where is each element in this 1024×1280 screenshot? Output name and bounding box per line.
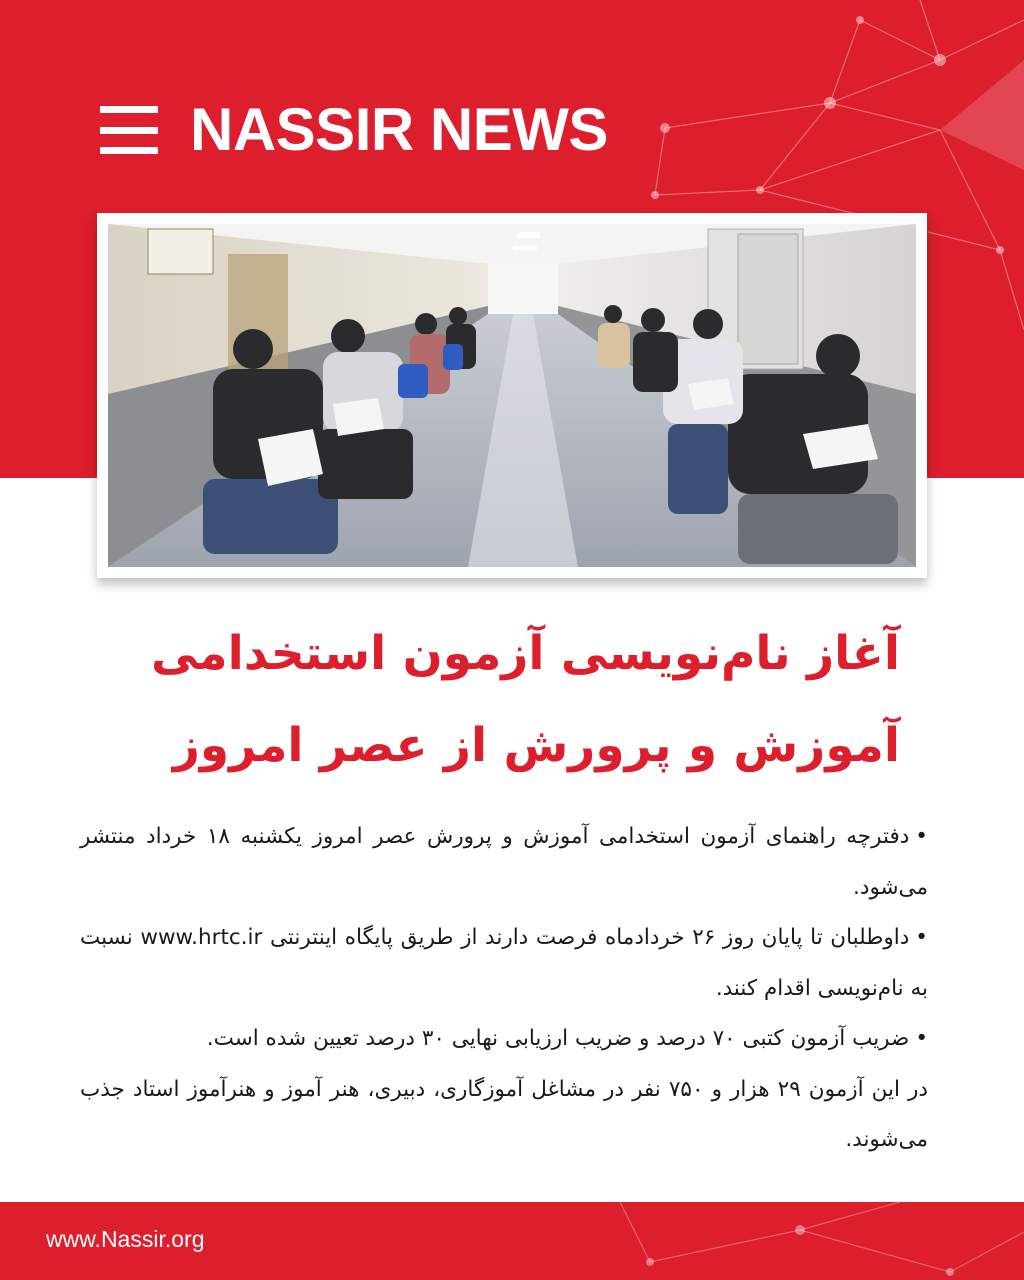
- bullet-icon: •: [915, 925, 928, 950]
- paragraph-3-text: ضریب آزمون کتبی ۷۰ درصد و ضریب ارزیابی نهایی ۳۰ درصد تعیین شده است.: [206, 1026, 910, 1051]
- footer-banner: [0, 1202, 1024, 1280]
- hamburger-menu-icon[interactable]: [100, 106, 158, 154]
- headline-line-1: آغاز نام‌نویسی آزمون استخدامی: [150, 626, 900, 681]
- paragraph-4: [80, 1065, 928, 1166]
- paragraph-2-text: داوطلبان تا پایان روز ۲۶ خردادماه فرصت دارند از طریق پایگاه اینترنتی www.hrtc.ir نسبت به نام‌نویسی اقدام کنند.: [80, 925, 928, 1001]
- paragraph-3: [80, 1014, 928, 1065]
- exam-hall-photo: [108, 224, 916, 567]
- bullet-icon: •: [915, 1026, 928, 1051]
- brand-bar: [100, 98, 608, 162]
- paragraph-4-text: در این آزمون ۲۹ هزار و ۷۵۰ نفر در مشاغل آموزگاری، دبیری، هنر آموز و هنرآموز استاد جذب می‌شوند.: [80, 1076, 928, 1152]
- brand-title: NASSIR NEWS: [190, 96, 608, 163]
- paragraph-1-text: دفترچه راهنمای آزمون استخدامی آموزش و پرورش عصر امروز یکشنبه ۱۸ خرداد منتشر می‌شود.: [80, 824, 928, 900]
- headline: [100, 608, 900, 792]
- footer-website-link[interactable]: www.Nassir.org: [46, 1226, 205, 1252]
- paragraph-1: [80, 812, 928, 913]
- news-photo-frame: [97, 213, 927, 578]
- headline-line-2: آموزش و پرورش از عصر امروز: [172, 718, 900, 773]
- bullet-icon: •: [915, 824, 928, 849]
- article-body: [80, 812, 928, 1166]
- paragraph-2: [80, 913, 928, 1014]
